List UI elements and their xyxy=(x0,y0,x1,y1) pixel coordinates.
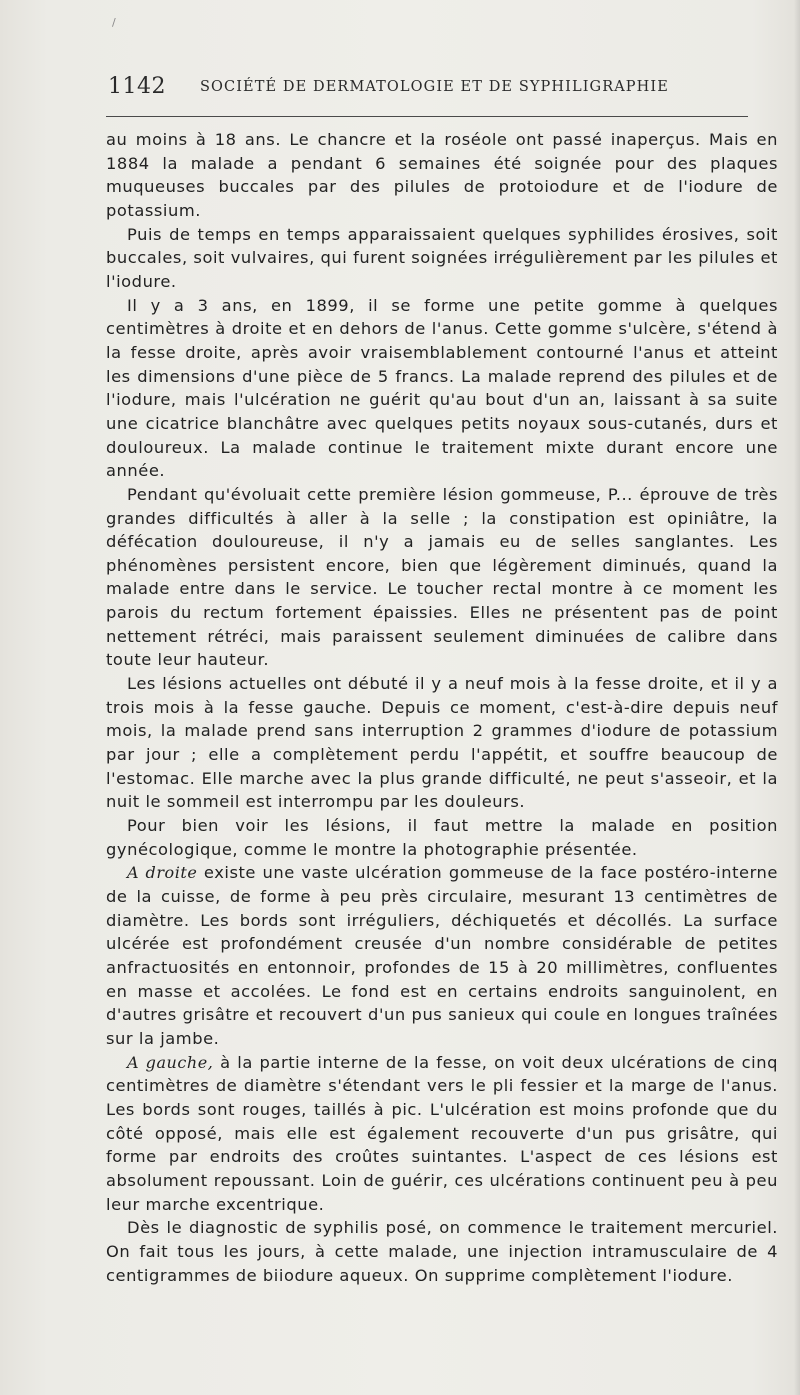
paragraph-4-text: Pendant qu'évoluait cette première lésion gommeuse, P... éprouve de très grandes difficultés à aller à la selle ; la constipation est opiniâtre, la défécation douloureuse, il n'y a jamais eu de selles sanglantes. Les phénomènes persistent encore, bien que légèrement diminués, quand la malade entre dans le service. Le toucher rectal montre à ce moment les parois du rectum fortement épaissies. Elles ne présentent pas de point nettement rétréci, mais paraissent seulement diminuées de calibre dans toute leur hauteur. xyxy=(106,484,778,670)
paragraph-7 xyxy=(106,861,778,1050)
paragraph-1 xyxy=(106,128,778,223)
paragraph-9 xyxy=(106,1216,778,1287)
running-head: SOCIÉTÉ DE DERMATOLOGIE ET DE SYPHILIGRAPHIE xyxy=(200,79,669,95)
paragraph-8 xyxy=(106,1051,778,1217)
paragraph-4 xyxy=(106,483,778,672)
paragraph-3-text: Il y a 3 ans, en 1899, il se forme une petite gomme à quelques centimètres à droite et en dehors de l'anus. Cette gomme s'ulcère, s'étend à la fesse droite, après avoir vraisemblablement contourné l'anus et atteint les dimensions d'une pièce de 5 francs. La malade reprend des pilules et de l'iodure, mais l'ulcération ne guérit qu'au bout d'un an, laissant à sa suite une cicatrice blanchâtre avec quelques petits noyaux sous-cutanés, durs et douloureux. La malade continue le traitement mixte durant encore une année. xyxy=(106,295,778,481)
body-text xyxy=(106,128,778,1287)
paragraph-3 xyxy=(106,294,778,483)
paragraph-9-text: Dès le diagnostic de syphilis posé, on commence le traitement mercuriel. On fait tous les jours, à cette malade, une injection intramusculaire de 4 centigrammes de biiodure aqueux. On supprime complètement l'iodure. xyxy=(106,1218,778,1285)
paragraph-5 xyxy=(106,672,778,814)
paragraph-8-text: à la partie interne de la fesse, on voit deux ulcérations de cinq centimètres de diamètre s'étendant vers le pli fessier et la marge de l'anus. Les bords sont rouges, taillés à pic. L'ulcération est moins profonde que du côté opposé, mais elle est également recouverte d'un pus grisâtre, qui forme par endroits des croûtes suintantes. L'aspect de ces lésions est absolument repoussant. Loin de guérir, ces ulcérations continuent peu à peu leur marche excentrique. xyxy=(106,1052,779,1214)
paragraph-1-text: au moins à 18 ans. Le chancre et la roséole ont passé inaperçus. Mais en 1884 la malade a pendant 6 semaines été soignée pour des plaques muqueuses buccales par des pilules de protoiodure et de l'iodure de potassium. xyxy=(106,130,778,220)
paragraph-6 xyxy=(106,814,778,861)
page-header xyxy=(108,74,748,104)
page-number: 1142 xyxy=(108,74,166,99)
margin-mark: / xyxy=(112,16,116,29)
paragraph-7-emphasis: A droite xyxy=(127,863,198,883)
paragraph-2-text: Puis de temps en temps apparaissaient quelques syphilides érosives, soit buccales, soit vulvaires, qui furent soignées irrégulièrement par les pilules et l'iodure. xyxy=(106,224,778,291)
paragraph-7-text: existe une vaste ulcération gommeuse de la face postéro-interne de la cuisse, de forme à peu près circulaire, mesurant 13 centimètres de diamètre. Les bords sont irréguliers, déchiquetés et décollés. La surface ulcérée est profondément creusée d'un nombre considérable de petites anfractuosités en entonnoir, profondes de 15 à 20 millimètres, confluentes en masse et accolées. Le fond est en certains endroits sanguinolent, en d'autres grisâtre et recouvert d'un pus sanieux qui coule en longues traînées sur la jambe. xyxy=(106,863,778,1048)
paragraph-2 xyxy=(106,223,778,294)
header-rule xyxy=(106,116,748,117)
paragraph-5-text: Les lésions actuelles ont débuté il y a neuf mois à la fesse droite, et il y a trois mois à la fesse gauche. Depuis ce moment, c'est-à-dire depuis neuf mois, la malade prend sans interruption 2 grammes d'iodure de potassium par jour ; elle a complètement perdu l'appétit, et souffre beaucoup de l'estomac. Elle marche avec la plus grande difficulté, ne peut s'asseoir, et la nuit le sommeil est interrompu par les douleurs. xyxy=(106,674,778,812)
paragraph-6-text: Pour bien voir les lésions, il faut mettre la malade en position gynécologique, comme le montre la photographie présentée. xyxy=(106,816,778,859)
paragraph-8-emphasis: A gauche, xyxy=(127,1052,214,1072)
page-edge-shadow xyxy=(794,0,800,1395)
